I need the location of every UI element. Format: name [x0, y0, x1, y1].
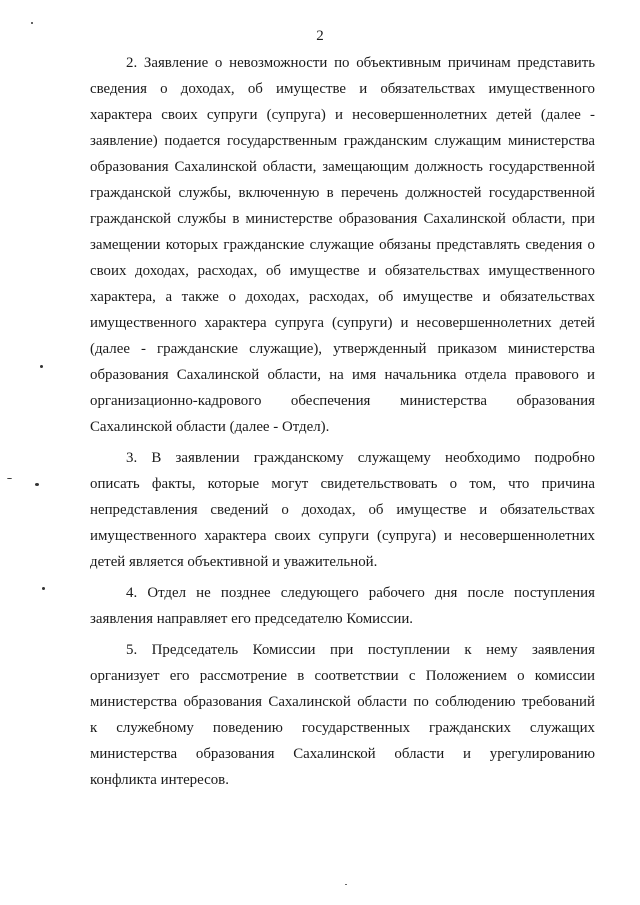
text-line: характера своих супруги (супруга) и несовершеннолетних детей (далее - [90, 107, 595, 123]
text-line: своих доходах, расходах, об имуществе и обязательствах имущественного [90, 263, 595, 279]
text-line: конфликта интересов. [90, 772, 229, 788]
text-line: гражданской службы, включенную в перечень должностей государственной [90, 185, 595, 201]
text-line: Сахалинской области (далее - Отдел). [90, 419, 330, 435]
text-line: детей является объективной и уважительной. [90, 554, 378, 570]
paragraph-2 [90, 50, 595, 440]
page-number: 2 [316, 28, 324, 44]
text-line: непредставления сведений о доходах, об имуществе и обязательствах [90, 502, 595, 518]
text-line: имущественного характера своих супруги (супруга) и несовершеннолетних [90, 528, 595, 544]
scan-speck [40, 365, 43, 368]
text-line: имущественного характера супруга (супруги) и несовершеннолетних детей [90, 315, 595, 331]
text-line: 2. Заявление о невозможности по объективным причинам представить [126, 55, 595, 71]
text-line: заявление) подается государственным гражданским служащим министерства [90, 133, 595, 149]
scan-speck [31, 22, 33, 24]
paragraph-5 [90, 637, 595, 793]
text-line: организационно-кадрового обеспечения министерства образования [90, 393, 595, 409]
text-line: сведения о доходах, об имуществе и обязательствах имущественного [90, 81, 595, 97]
text-line: к служебному поведению государственных гражданских служащих [90, 720, 595, 736]
text-line: министерства образования Сахалинской области и урегулированию [90, 746, 595, 762]
scan-speck [7, 478, 12, 479]
text-line: гражданской службы в министерстве образования Сахалинской области, при [90, 211, 595, 227]
text-line: образования Сахалинской области, на имя начальника отдела правового и [90, 367, 595, 383]
text-line: 3. В заявлении гражданскому служащему необходимо подробно [126, 450, 595, 466]
text-line: образования Сахалинской области, замещающим должность государственной [90, 159, 595, 175]
scan-speck [35, 483, 39, 486]
paragraph-4 [90, 580, 595, 632]
paragraph-3 [90, 445, 595, 575]
text-line: характера, а также о доходах, расходах, об имуществе и обязательствах [90, 289, 595, 305]
scan-speck [345, 884, 347, 885]
text-line: (далее - гражданские служащие), утвержденный приказом министерства [90, 341, 595, 357]
document-body [90, 50, 595, 793]
text-line: министерства образования Сахалинской области по соблюдению требований [90, 694, 595, 710]
text-line: 5. Председатель Комиссии при поступлении к нему заявления [126, 642, 595, 658]
scan-speck [42, 587, 45, 590]
text-line: 4. Отдел не позднее следующего рабочего дня после поступления [126, 585, 595, 601]
text-line: замещении которых гражданские служащие обязаны представлять сведения о [90, 237, 595, 253]
text-line: описать факты, которые могут свидетельствовать о том, что причина [90, 476, 595, 492]
text-line: организует его рассмотрение в соответствии с Положением о комиссии [90, 668, 595, 684]
text-line: заявления направляет его председателю Комиссии. [90, 611, 414, 627]
